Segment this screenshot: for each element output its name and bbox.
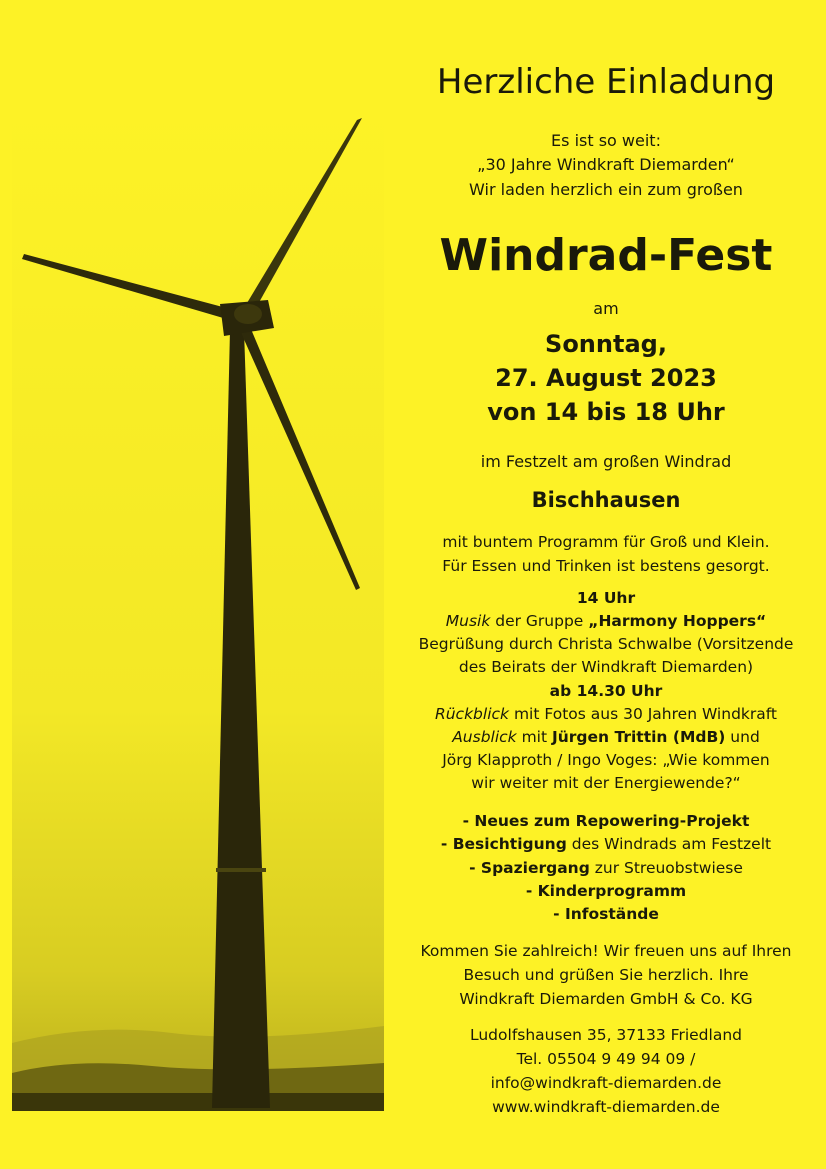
outlook-end: und bbox=[725, 728, 760, 746]
event-am: am bbox=[593, 299, 619, 318]
highlight-repowering: - Neues zum Repowering-Projekt bbox=[462, 812, 750, 830]
closing-line-3: Windkraft Diemarden GmbH & Co. KG bbox=[459, 990, 753, 1008]
outlook-mid: mit bbox=[516, 728, 552, 746]
highlight-info: - Infostände bbox=[553, 905, 659, 923]
invitation-title: Herzliche Einladung bbox=[436, 62, 776, 102]
schedule-greeting-1: Begrüßung durch Christa Schwalbe (Vorsitzende bbox=[418, 635, 794, 653]
intro-line-2: „30 Jahre Windkraft Diemarden“ bbox=[477, 155, 735, 174]
music-rest: der Gruppe bbox=[490, 612, 589, 630]
program-intro-2: Für Essen und Trinken ist bestens gesorgt. bbox=[442, 557, 770, 575]
review-rest: mit Fotos aus 30 Jahren Windkraft bbox=[509, 705, 778, 723]
event-time: von 14 bis 18 Uhr bbox=[487, 398, 725, 426]
contact-phone: Tel. 05504 9 49 94 09 / bbox=[516, 1050, 696, 1068]
closing-line-1: Kommen Sie zahlreich! Wir freuen uns auf Ihren bbox=[420, 942, 792, 960]
event-venue: im Festzelt am großen Windrad bbox=[480, 452, 732, 471]
highlight-tour bbox=[396, 833, 816, 856]
band-name: „Harmony Hoppers“ bbox=[588, 612, 767, 630]
invitation-text bbox=[396, 0, 816, 1169]
contact-email: info@windkraft-diemarden.de bbox=[490, 1074, 722, 1092]
event-place: Bischhausen bbox=[531, 488, 681, 512]
intro-line-1: Es ist so weit: bbox=[551, 131, 661, 150]
closing-line-2: Besuch und grüßen Sie herzlich. Ihre bbox=[463, 966, 749, 984]
walk-label: - Spaziergang bbox=[469, 859, 590, 877]
event-name: Windrad-Fest bbox=[439, 230, 773, 281]
event-day: Sonntag, bbox=[545, 330, 667, 358]
intro-line-3: Wir laden herzlich ein zum großen bbox=[469, 180, 743, 199]
event-date: 27. August 2023 bbox=[495, 364, 717, 392]
program-intro-1: mit buntem Programm für Groß und Klein. bbox=[442, 533, 770, 551]
schedule-outlook-2: Jörg Klapproth / Ingo Voges: „Wie kommen bbox=[442, 751, 770, 769]
schedule-music bbox=[396, 610, 816, 633]
contact-website: www.windkraft-diemarden.de bbox=[492, 1098, 720, 1116]
outlook-speaker: Jürgen Trittin (MdB) bbox=[551, 728, 726, 746]
outlook-label: Ausblick bbox=[452, 728, 517, 746]
highlight-kids: - Kinderprogramm bbox=[525, 882, 687, 900]
schedule-time-1: 14 Uhr bbox=[576, 589, 636, 607]
contact-address: Ludolfshausen 35, 37133 Friedland bbox=[470, 1026, 742, 1044]
wind-turbine-photo bbox=[12, 108, 384, 1111]
highlight-walk bbox=[396, 857, 816, 880]
review-label: Rückblick bbox=[434, 705, 510, 723]
schedule-outlook-3: wir weiter mit der Energiewende?“ bbox=[471, 774, 741, 792]
schedule-review bbox=[396, 703, 816, 726]
tour-label: - Besichtigung bbox=[440, 835, 567, 853]
schedule-time-2: ab 14.30 Uhr bbox=[549, 682, 663, 700]
walk-rest: zur Streuobstwiese bbox=[589, 859, 743, 877]
music-label: Musik bbox=[445, 612, 491, 630]
schedule-outlook bbox=[396, 726, 816, 749]
schedule-greeting-2: des Beirats der Windkraft Diemarden) bbox=[458, 658, 754, 676]
tour-rest: des Windrads am Festzelt bbox=[566, 835, 772, 853]
